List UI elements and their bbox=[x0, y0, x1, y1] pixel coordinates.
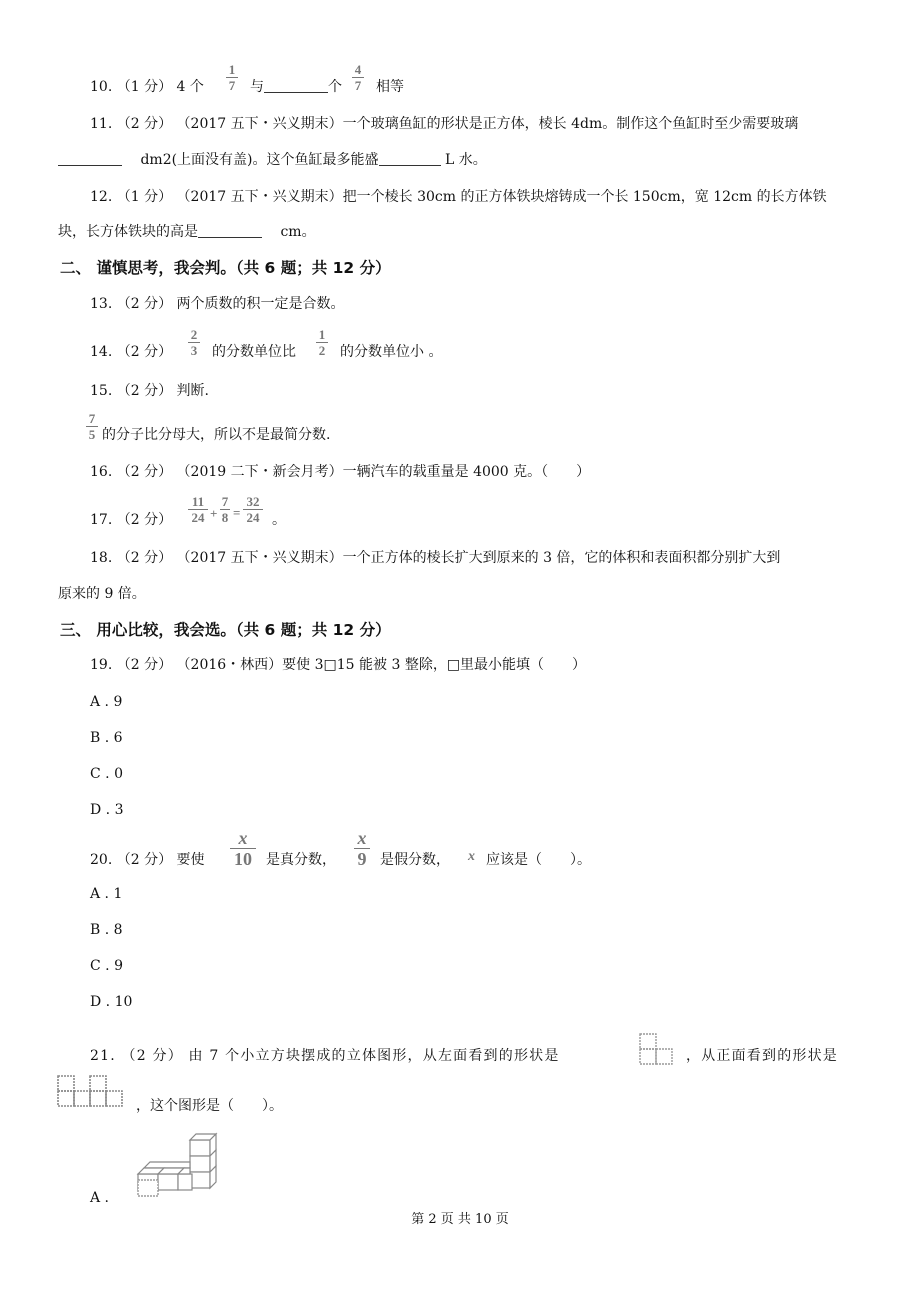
q20-tail: 应该是（ ）。 bbox=[486, 852, 591, 868]
option-d[interactable]: D . 3 bbox=[90, 802, 124, 818]
q21-text3: ，这个图形是（ ）。 bbox=[136, 1098, 283, 1114]
option-d[interactable]: D . 10 bbox=[90, 994, 133, 1010]
q11: 11. （2 分） （2017 五下・兴义期末）一个玻璃鱼缸的形状是正方体，棱长 4dm。制作这个鱼缸时至少需要玻璃 bbox=[90, 116, 799, 132]
q10: 10. （1 分） 4 个 bbox=[90, 79, 204, 95]
option-b[interactable]: B . 8 bbox=[90, 922, 123, 938]
q15-statement: 的分子比分母大，所以不是最简分数. bbox=[102, 427, 331, 443]
option-c[interactable]: C . 9 bbox=[90, 958, 123, 974]
fraction-32-24: 32 24 bbox=[243, 495, 263, 524]
q18: 18. （2 分） （2017 五下・兴义期末）一个正方体的棱长扩大到原来的 3 倍，它的体积和表面积都分别扩大到 bbox=[90, 550, 781, 566]
q20-text2: 是假分数， bbox=[380, 852, 450, 868]
q21: 21. （2 分） 由 7 个小立方块摆成的立体图形，从左面看到的形状是 bbox=[90, 1048, 560, 1064]
option-b[interactable]: B . 6 bbox=[90, 730, 123, 746]
q15: 15. （2 分） 判断. bbox=[90, 383, 209, 399]
fraction-1-7: 1 7 bbox=[226, 63, 238, 92]
equals-sign: = bbox=[233, 505, 241, 520]
fraction-x-10: x 10 bbox=[230, 829, 256, 868]
q13: 13. （2 分） 两个质数的积一定是合数。 bbox=[90, 296, 345, 312]
option-a[interactable]: A . 9 bbox=[90, 694, 123, 710]
q17-tail: 。 bbox=[272, 512, 286, 528]
fraction-x-9: x 9 bbox=[354, 829, 370, 868]
q18-line2: 原来的 9 倍。 bbox=[58, 586, 146, 602]
q14: 14. （2 分） bbox=[90, 344, 173, 360]
option-a[interactable]: A . 1 bbox=[90, 886, 123, 902]
answer-blank[interactable] bbox=[379, 151, 441, 166]
fraction-2-3: 2 3 bbox=[188, 328, 200, 357]
option-a[interactable]: A . bbox=[90, 1190, 110, 1206]
q20: 20. （2 分） 要使 bbox=[90, 852, 205, 868]
section-heading-3: 三、 用心比较，我会选。（共 6 题；共 12 分） bbox=[60, 621, 391, 639]
fraction-1-2: 1 2 bbox=[316, 328, 328, 357]
q20-text1: 是真分数， bbox=[266, 852, 336, 868]
q11-line2: dm2(上面没有盖)。这个鱼缸最多能盛 L 水。 bbox=[58, 150, 487, 170]
q12-line2: 块，长方体铁块的高是 cm。 bbox=[58, 224, 316, 240]
fraction-4-7: 4 7 bbox=[352, 63, 364, 92]
q14-text: 的分数单位比 bbox=[212, 344, 296, 360]
left-view-shape-icon bbox=[638, 1032, 676, 1066]
q19: 19. （2 分） （2016・林西）要使 3□15 能被 3 整除，□里最小能填（ ） bbox=[90, 657, 587, 673]
q21-text2: ，从正面看到的形状是 bbox=[686, 1048, 838, 1064]
cube-stack-figure-icon bbox=[134, 1130, 220, 1202]
front-view-shape-icon bbox=[56, 1074, 126, 1108]
q10-blank-line: 与 个 bbox=[250, 79, 342, 95]
option-c[interactable]: C . 0 bbox=[90, 766, 123, 782]
answer-blank[interactable] bbox=[264, 78, 328, 93]
variable-x: x bbox=[468, 849, 475, 864]
q14-tail: 的分数单位小 。 bbox=[340, 344, 443, 360]
q17: 17. （2 分） bbox=[90, 512, 173, 528]
section-heading-2: 二、 谨慎思考，我会判。（共 6 题；共 12 分） bbox=[60, 259, 391, 277]
q10-tail: 相等 bbox=[376, 79, 404, 95]
plus-sign: + bbox=[210, 506, 218, 521]
fraction-11-24: 11 24 bbox=[188, 495, 208, 524]
page-footer: 第 2 页 共 10 页 bbox=[411, 1212, 509, 1227]
q16: 16. （2 分） （2019 二下・新会月考）一辆汽车的载重量是 4000 克。（ ） bbox=[90, 464, 591, 480]
answer-blank[interactable] bbox=[58, 151, 122, 166]
fraction-7-8: 7 8 bbox=[221, 494, 229, 525]
fraction-7-5: 7 5 bbox=[86, 412, 98, 441]
answer-blank[interactable] bbox=[198, 223, 262, 238]
q12: 12. （1 分） （2017 五下・兴义期末）把一个棱长 30cm 的正方体铁块熔铸成一个长 150cm，宽 12cm 的长方体铁 bbox=[90, 189, 827, 205]
